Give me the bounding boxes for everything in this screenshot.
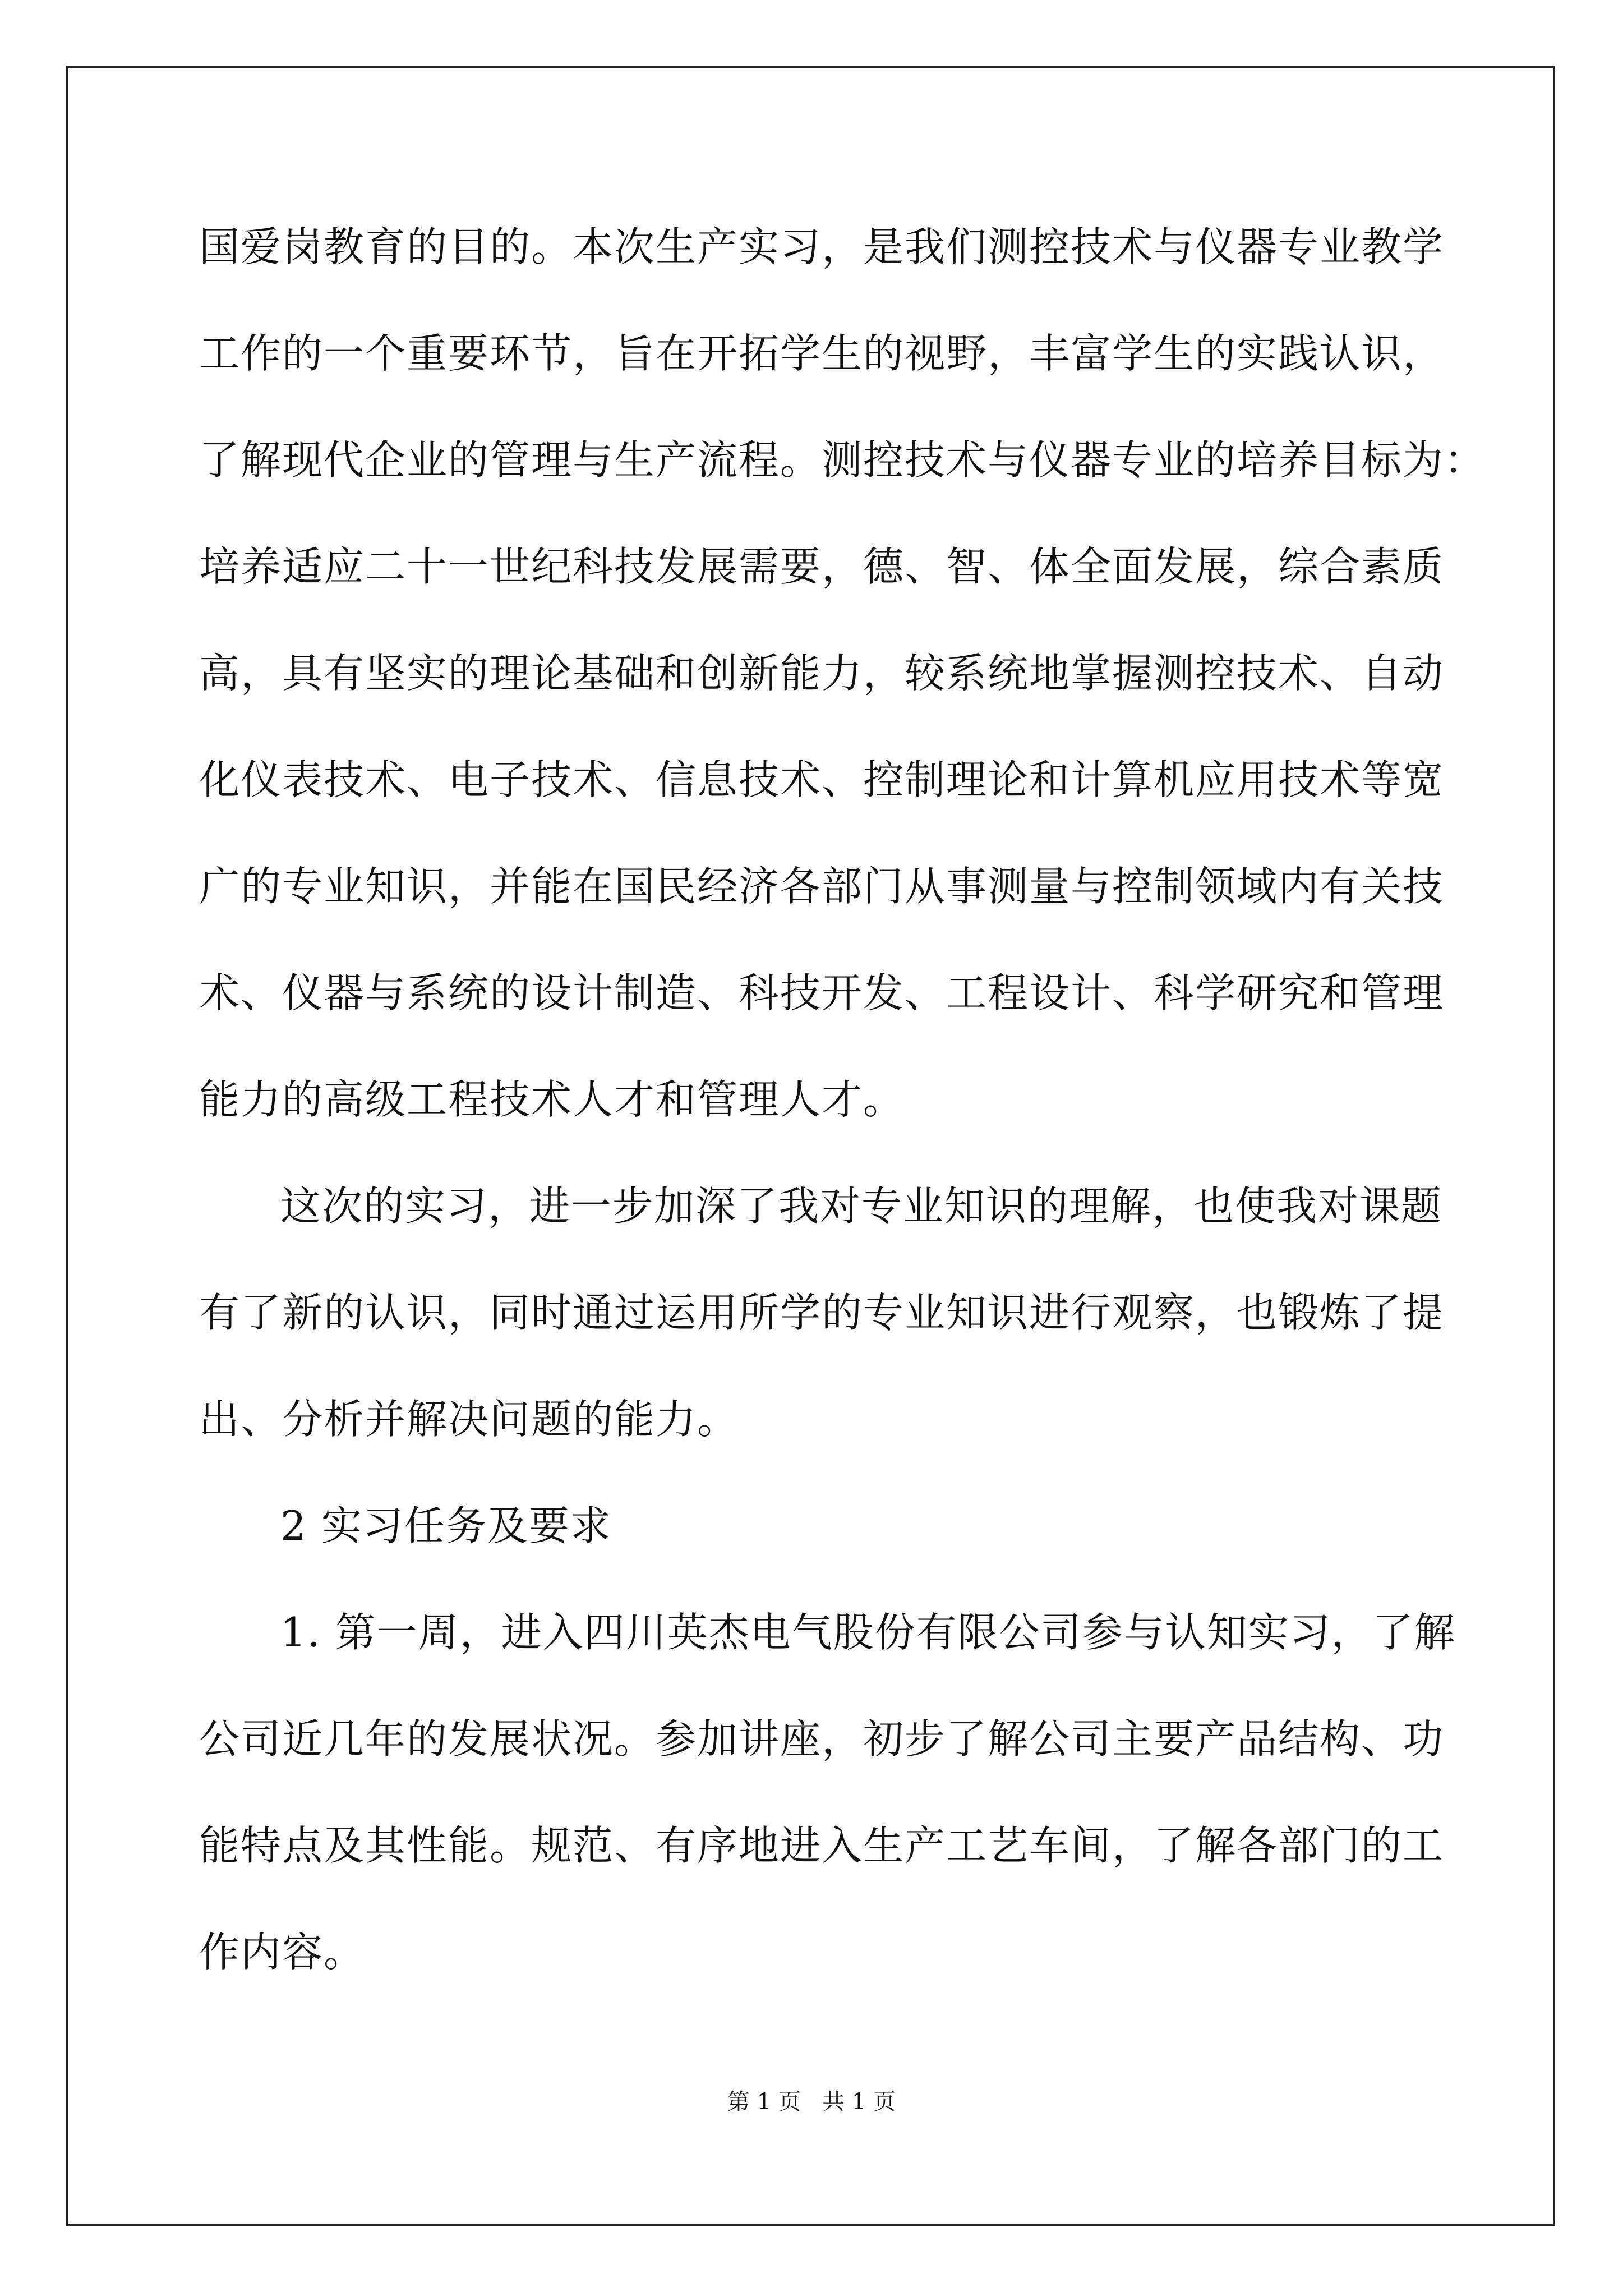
document-body (199, 219, 1486, 2031)
paragraph-line: 工作的一个重要环节，旨在开拓学生的视野，丰富学生的实践认识， (199, 330, 1445, 377)
paragraph-line: 术、仪器与系统的设计制造、科技开发、工程设计、科学研究和管理 (199, 969, 1445, 1016)
paragraph-line: 能力的高级工程技术人才和管理人才。 (199, 1076, 905, 1123)
paragraph-line: 广的专业知识，并能在国民经济各部门从事测量与控制领域内有关技 (199, 863, 1445, 910)
section-heading: 2 实习任务及要求 (280, 1502, 612, 1549)
list-item-line: 作内容。 (199, 1929, 366, 1976)
paragraph-line: 国爱岗教育的目的。本次生产实习，是我们测控技术与仪器专业教学 (199, 223, 1445, 270)
paragraph-line: 化仪表技术、电子技术、信息技术、控制理论和计算机应用技术等宽 (199, 756, 1445, 803)
paragraph-line: 有了新的认识，同时通过运用所学的专业知识进行观察，也锻炼了提 (199, 1289, 1445, 1336)
paragraph-line: 了解现代企业的管理与生产流程。测控技术与仪器专业的培养目标为： (199, 436, 1486, 484)
list-item-line: 公司近几年的发展状况。参加讲座，初步了解公司主要产品结构、功 (199, 1715, 1445, 1763)
list-item-line: 能特点及其性能。规范、有序地进入生产工艺车间，了解各部门的工 (199, 1822, 1445, 1869)
list-item-line: 1. 第一周，进入四川英杰电气股份有限公司参与认知实习，了解 (280, 1609, 1456, 1656)
page-number: 第 1 页 共 1 页 (727, 2089, 896, 2115)
paragraph-line: 这次的实习，进一步加深了我对专业知识的理解，也使我对课题 (280, 1182, 1443, 1230)
paragraph-line: 高，具有坚实的理论基础和创新能力，较系统地掌握测控技术、自动 (199, 650, 1445, 697)
paragraph-line: 培养适应二十一世纪科技发展需要，德、智、体全面发展，综合素质 (199, 543, 1445, 590)
paragraph-line: 出、分析并解决问题的能力。 (199, 1396, 739, 1443)
